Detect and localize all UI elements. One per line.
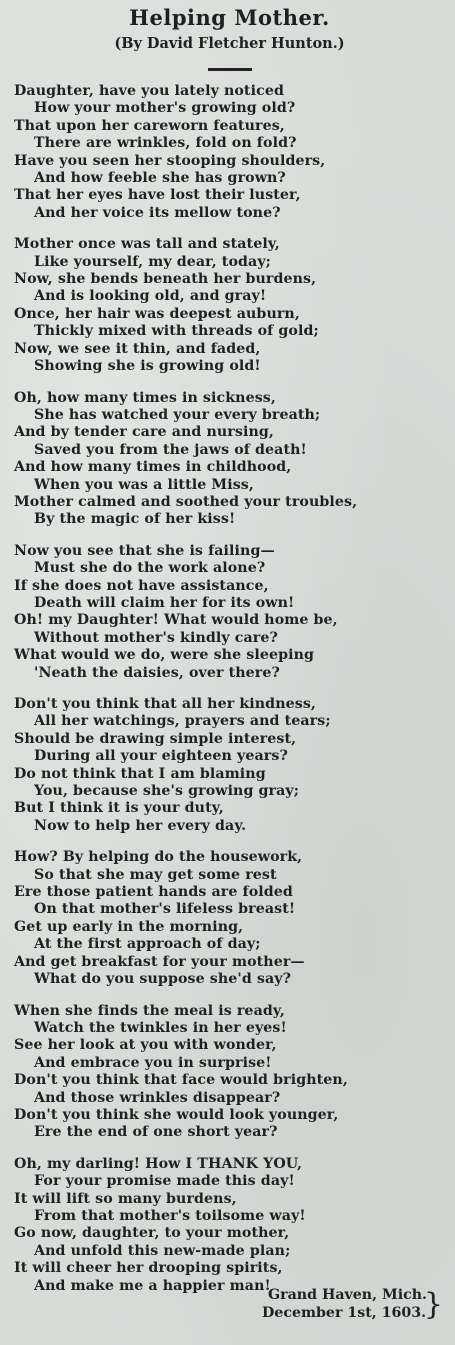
poem-line: It will lift so many burdens, (14, 1190, 237, 1207)
poem-line: And make me a happier man! (34, 1277, 271, 1294)
poem-line: Don't you think that all her kindness, (14, 696, 316, 712)
poem-line: Daughter, have you lately noticed (14, 83, 284, 99)
poem-line: But I think it is your duty, (14, 800, 224, 817)
poem-line: And get breakfast for your mother— (14, 953, 305, 970)
poem-line: Oh, how many times in sickness, (14, 389, 276, 406)
poem-line: For your promise made this day! (34, 1173, 295, 1190)
poem-line: That her eyes have lost their luster, (14, 187, 301, 204)
poem-line: Ere those patient hands are folded (14, 884, 293, 901)
poem-line: You, because she's growing gray; (34, 783, 300, 800)
poem-line: How? By helping do the housework, (14, 849, 303, 866)
poem-title: Helping Mother. (129, 5, 330, 30)
poem-line: And those wrinkles disappear? (34, 1089, 281, 1106)
stanza-4 (14, 543, 445, 682)
poem-line: Do not think that I am blaming (14, 765, 266, 782)
poem-line: 'Neath the daisies, over there? (34, 664, 280, 681)
poem-line: Ere the end of one short year? (34, 1124, 278, 1141)
poem-line: And by tender care and nursing, (14, 424, 274, 441)
poem-line: Now, she bends beneath her burdens, (14, 271, 317, 288)
poem-line: And embrace you in surprise! (34, 1054, 272, 1071)
poem-line: Saved you from the jaws of death! (34, 441, 307, 458)
poem-line: Oh! my Daughter! What would home be, (14, 612, 338, 629)
poem-line: At the first approach of day; (34, 936, 261, 953)
poem-line: Get up early in the morning, (14, 918, 244, 935)
poem-line: Should be drawing simple interest, (14, 730, 297, 747)
poem-line: How your mother's growing old? (34, 100, 296, 117)
poem-line: Death will claim her for its own! (34, 594, 295, 611)
brace-mark: } (423, 1287, 443, 1322)
poem-line: Go now, daughter, to your mother, (14, 1225, 290, 1242)
poem-line: When she finds the meal is ready, (14, 1002, 285, 1019)
poem-line: What do you suppose she'd say? (34, 971, 292, 988)
poem-line: And is looking old, and gray! (34, 288, 267, 305)
poem-line: And unfold this new-made plan; (34, 1242, 291, 1259)
stanza-2 (14, 236, 445, 375)
poem-line: Like yourself, my dear, today; (34, 253, 271, 270)
poem-line: Have you seen her stooping shoulders, (14, 152, 326, 169)
poem-line: And how many times in childhood, (14, 459, 292, 476)
poem-line: From that mother's toilsome way! (34, 1207, 306, 1224)
poem-line: Once, her hair was deepest auburn, (14, 305, 300, 322)
stanza-8 (14, 1156, 445, 1295)
poem-line: That upon her careworn features, (14, 117, 285, 134)
poem-line: So that she may get some rest (34, 866, 277, 883)
poem-line: She has watched your every breath; (34, 406, 321, 423)
poem-line: Now you see that she is failing— (14, 542, 275, 559)
poem-line: Watch the twinkles in her eyes! (34, 1019, 287, 1036)
stanza-3 (14, 390, 445, 529)
poem-line: It will cheer her drooping spirits, (14, 1260, 283, 1277)
poem-line: Must she do the work alone? (34, 560, 266, 577)
poem-line: When you was a little Miss, (34, 476, 254, 493)
poem-line: And how feeble she has grown? (34, 170, 286, 187)
poem-line: Showing she is growing old! (34, 358, 261, 375)
signature-date: December 1st, 1603. (261, 1305, 427, 1321)
poem-line: Thickly mixed with threads of gold; (34, 323, 319, 340)
poem-line: Don't you think she would look younger, (14, 1106, 339, 1123)
poem-line: And her voice its mellow tone? (34, 204, 281, 221)
poem-line: Oh, my darling! How I THANK YOU, (14, 1155, 303, 1172)
title-divider (208, 68, 252, 71)
stanza-7 (14, 1003, 445, 1142)
poem-line: On that mother's lifeless breast! (34, 901, 296, 918)
poem-line: There are wrinkles, fold on fold? (34, 135, 297, 152)
poem-body (14, 83, 445, 1295)
signature-place: Grand Haven, Mich. (267, 1287, 427, 1303)
poem-line: See her look at you with wonder, (14, 1037, 277, 1054)
poem-line: All her watchings, prayers and tears; (34, 713, 331, 730)
poem-line: Without mother's kindly care? (34, 629, 278, 646)
poem-line: Don't you think that face would brighten, (14, 1072, 348, 1089)
poem-line: Now to help her every day. (34, 817, 247, 834)
poem-author: (By David Fletcher Hunton.) (114, 35, 345, 52)
stanza-5 (14, 696, 445, 835)
stanza-6 (14, 849, 445, 988)
poem-line: Mother once was tall and stately, (14, 236, 280, 253)
poem-line: Now, we see it thin, and faded, (14, 340, 261, 357)
poem-line: During all your eighteen years? (34, 748, 288, 765)
poem-line: By the magic of her kiss! (34, 511, 236, 528)
stanza-1 (14, 83, 445, 222)
poem-line: If she does not have assistance, (14, 577, 269, 594)
signature-block (262, 1286, 427, 1322)
poem-line: Mother calmed and soothed your troubles, (14, 493, 358, 510)
poem-line: What would we do, were she sleeping (14, 647, 315, 664)
